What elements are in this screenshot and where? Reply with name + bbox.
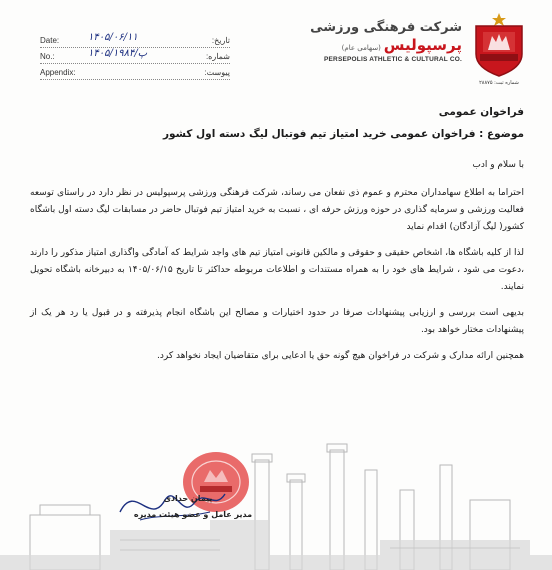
- date-row: [40, 34, 230, 48]
- reference-block: [40, 34, 230, 82]
- org-english-name: PERSEPOLIS ATHLETIC & CULTURAL CO.: [323, 56, 462, 63]
- club-crest-logo: [468, 12, 530, 86]
- paragraph-invitation: لذا از کلیه باشگاه ها، اشخاص حقیقی و حقوقی و مالکین قانونی امتیاز تیم های واجد شرایط که آمادگی واگذاری امتیاز مذکور را دارند ،دعوت می شود ، شرایط های خود را به همراه مستندات و اطلاعات مربوطه حداکثر تا تاریخ ۱۴۰۵/۰۶/۱۵ به دبیرخانه باشگاه تحویل نمایند.: [30, 248, 524, 292]
- paragraph-evaluation: بدیهی است بررسی و ارزیابی پیشنهادات صرفا در حدود اختیارات و مصالح این باشگاه انجام پذیرفته و در قبول یا رد هر یک از پیشنهادات مختار خواهد بود.: [30, 308, 524, 335]
- number-label-fa: شماره:: [205, 52, 230, 61]
- org-brand: [302, 36, 462, 54]
- number-label-en: No.:: [40, 52, 55, 61]
- signatory-title: مدیر عامل و عضو هیئت مدیره: [133, 510, 253, 519]
- letter-body: [30, 104, 524, 374]
- org-letterhead: [302, 20, 462, 63]
- brand-note: (سهامی عام): [341, 44, 381, 52]
- greeting: با سلام و ادب: [472, 160, 524, 170]
- date-label-fa: تاریخ:: [211, 36, 230, 45]
- date-value: ۱۴۰۵/۰۶/۱۱: [88, 32, 138, 43]
- brand-name: پرسپولیس: [383, 36, 462, 54]
- appendix-row: [40, 66, 230, 80]
- persepolis-ruins-illustration: [0, 430, 552, 570]
- paragraph-disclaimer: همچنین ارائه مدارک و شرکت در فراخوان هیچ گونه حق یا ادعایی برای متقاضیان ایجاد نخواهد کرد.: [156, 351, 524, 361]
- letter-subject: موضوع : فراخوان عمومی خرید امتیاز تیم فوتبال لیگ دسته اول کشور: [162, 128, 524, 140]
- org-name: شرکت فرهنگی ورزشی: [310, 20, 462, 35]
- signatory-name: پیمان حدادی: [163, 494, 213, 503]
- number-row: [40, 50, 230, 64]
- paragraph-intro: احتراما به اطلاع سهامداران محترم و عموم ذی نفعان می رساند، شرکت فرهنگی ورزشی پرسپولیس در نظر دارد در راستای توسعه فعالیت ورزشی و سرمایه گذاری در حوزه ورزش حرفه ای ، نسبت به خرید امتیاز تیم فوتبال حاضر در مسابقات لیگ دسته اول باشگاه کشور( لیگ آزادگان) اقدام نماید: [30, 188, 524, 232]
- date-label-en: Date:: [40, 36, 60, 45]
- appendix-label-en: Appendix:: [40, 68, 76, 77]
- number-value: ۱۴۰۵/پ/۱۹۸۴: [88, 48, 148, 59]
- appendix-label-fa: پیوست:: [204, 68, 230, 77]
- registration-number: شماره ثبت: ۲۸۸۷۵: [479, 80, 519, 86]
- letter-heading: فراخوان عمومی: [438, 106, 524, 118]
